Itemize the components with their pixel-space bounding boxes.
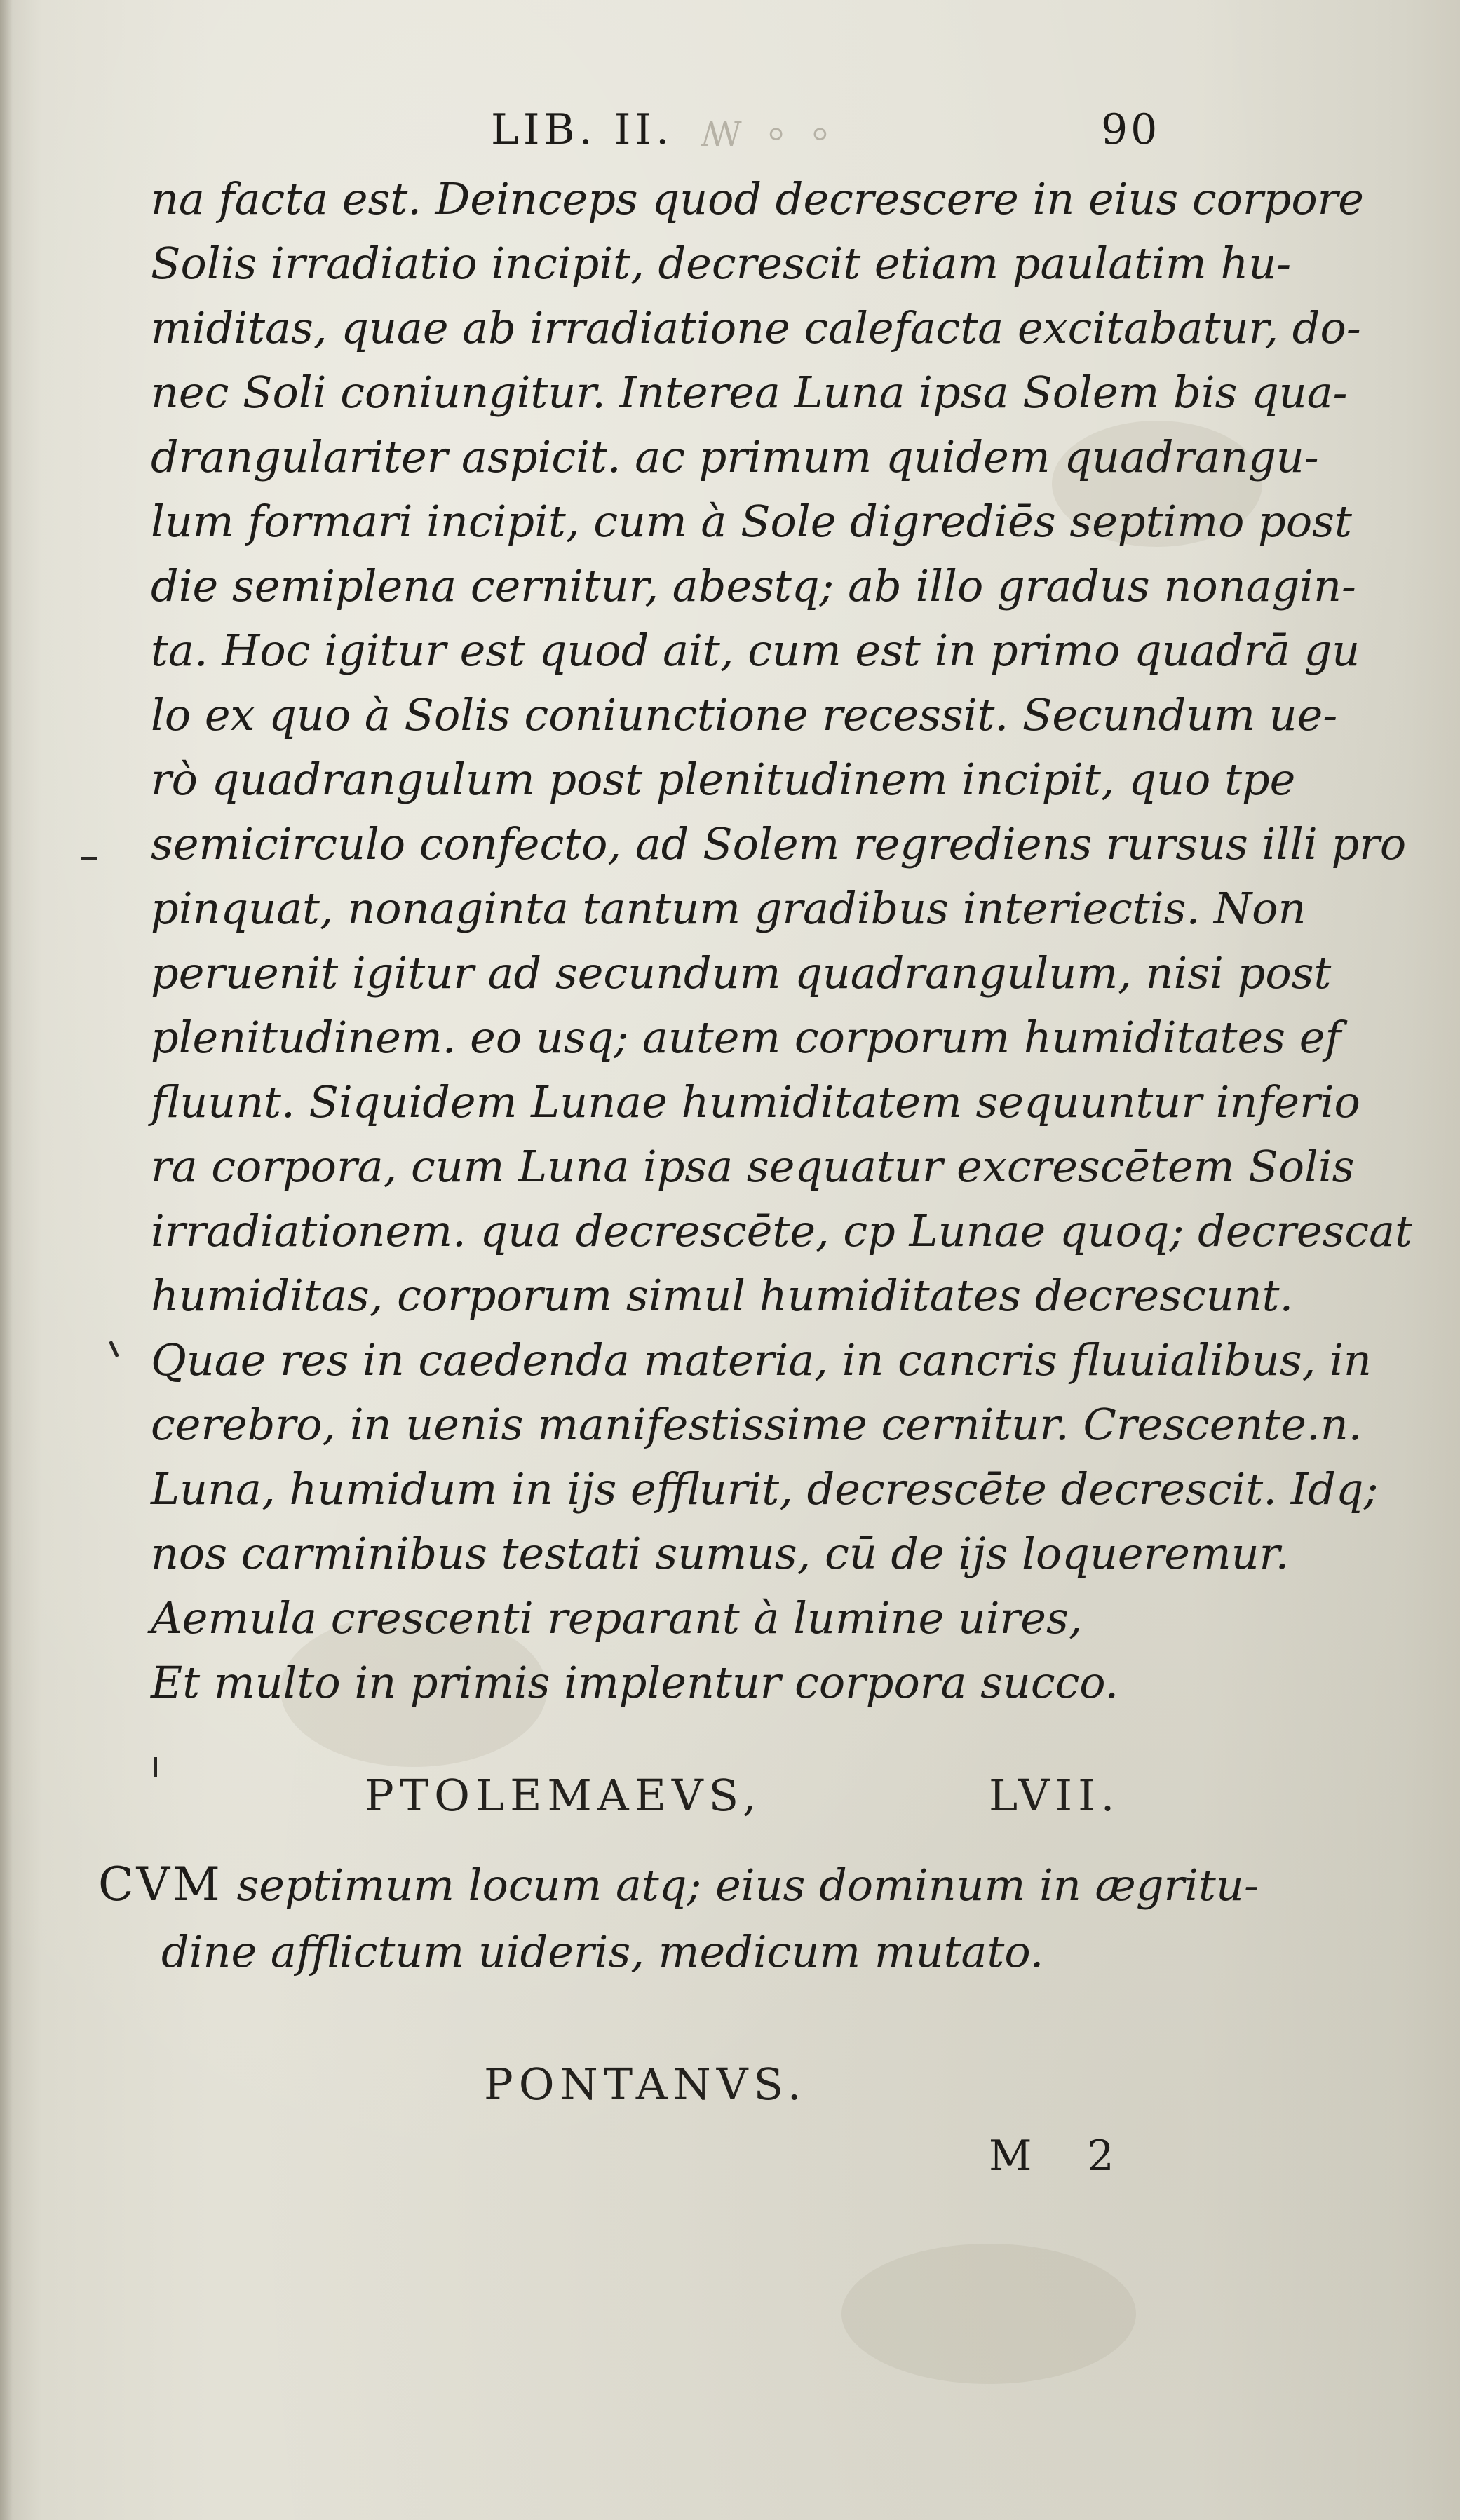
margin-mark [81, 857, 97, 860]
initial-letters: CVM [98, 1857, 223, 1911]
verse-line: Et multo in primis implentur corpora succo. [151, 1657, 1119, 1708]
text-line: lo ex quo à Solis coniunctione recessit. Secundum ue- [151, 689, 1338, 740]
page-gutter-shadow [0, 0, 13, 2520]
text-line: drangulariter aspicit. ac primum quidem quadrangu- [151, 431, 1319, 482]
text-line: Luna, humidum in ijs efflurit, decrescēte decrescit. Idq; [151, 1463, 1379, 1515]
text-line: cerebro, in uenis manifestissime cernitur. Crescente.n. [151, 1399, 1363, 1450]
text-line: peruenit igitur ad secundum quadrangulum, nisi post [151, 947, 1332, 998]
text-line: na facta est. Deinceps quod decrescere in eius corpore [151, 173, 1364, 224]
aphorism-line: dine afflictum uideris, medicum mutato. [161, 1926, 1044, 1977]
text-line: pinquat, nonaginta tantum gradibus interiectis. Non [151, 883, 1306, 934]
text-line: semicirculo confecto, ad Solem regrediens rursus illi pro [151, 818, 1407, 869]
section-number: LVII. [989, 1770, 1121, 1821]
pontanus-heading: PONTANVS. [484, 2059, 807, 2110]
commentary-text [151, 167, 1413, 1715]
aphorism-line-text: septimum locum atq; eius dominum in ægritu- [236, 1859, 1259, 1911]
text-line: nos carminibus testati sumus, cū de ijs loqueremur. [151, 1528, 1290, 1579]
text-line: irradiationem. qua decrescēte, cp Lunae quoq; decrescat [151, 1205, 1413, 1256]
aphorism-line [98, 1851, 1276, 1918]
text-line: humiditas, corporum simul humiditates decrescunt. [151, 1270, 1294, 1321]
margin-mark [109, 1341, 119, 1357]
text-line: miditas, quae ab irradiatione calefacta excitabatur, do- [151, 302, 1361, 353]
book-label: LIB. II. [491, 105, 674, 154]
text-line: fluunt. Siquidem Lunae humiditatem sequuntur inferio [151, 1076, 1360, 1127]
text-line: ta. Hoc igitur est quod ait, cum est in primo quadrā gu [151, 625, 1360, 676]
text-line: die semiplena cernitur, abestq; ab illo gradus nonagin- [151, 560, 1356, 611]
aphorism-text [98, 1851, 1276, 1986]
folio-number: 90 [1101, 105, 1161, 154]
paper-stain [841, 2244, 1136, 2384]
margin-mark [154, 1757, 157, 1777]
running-head [491, 105, 1192, 168]
text-line: Solis irradiatio incipit, decrescit etiam paulatim hu- [151, 238, 1292, 289]
verse-line: Aemula crescenti reparant à lumine uires, [151, 1592, 1083, 1644]
text-line: lum formari incipit, cum à Sole digrediēs septimo post [151, 496, 1352, 547]
ptolemaeus-heading: PTOLEMAEVS, [365, 1770, 762, 1821]
text-line: rò quadrangulum post plenitudinem incipit, quo tpe [151, 754, 1296, 805]
text-line: ra corpora, cum Luna ipsa sequatur excrescētem Solis [151, 1141, 1355, 1192]
text-line: nec Soli coniungitur. Interea Luna ipsa Solem bis qua- [151, 367, 1348, 418]
text-line: plenitudinem. eo usq; autem corporum humiditates ef [151, 1012, 1341, 1063]
show-through-text: ꟿ ⸰ ⸰ [701, 115, 837, 154]
text-line: Quae res in caedenda materia, in cancris fluuialibus, in [151, 1334, 1372, 1386]
signature-mark: M 2 [989, 2132, 1135, 2181]
